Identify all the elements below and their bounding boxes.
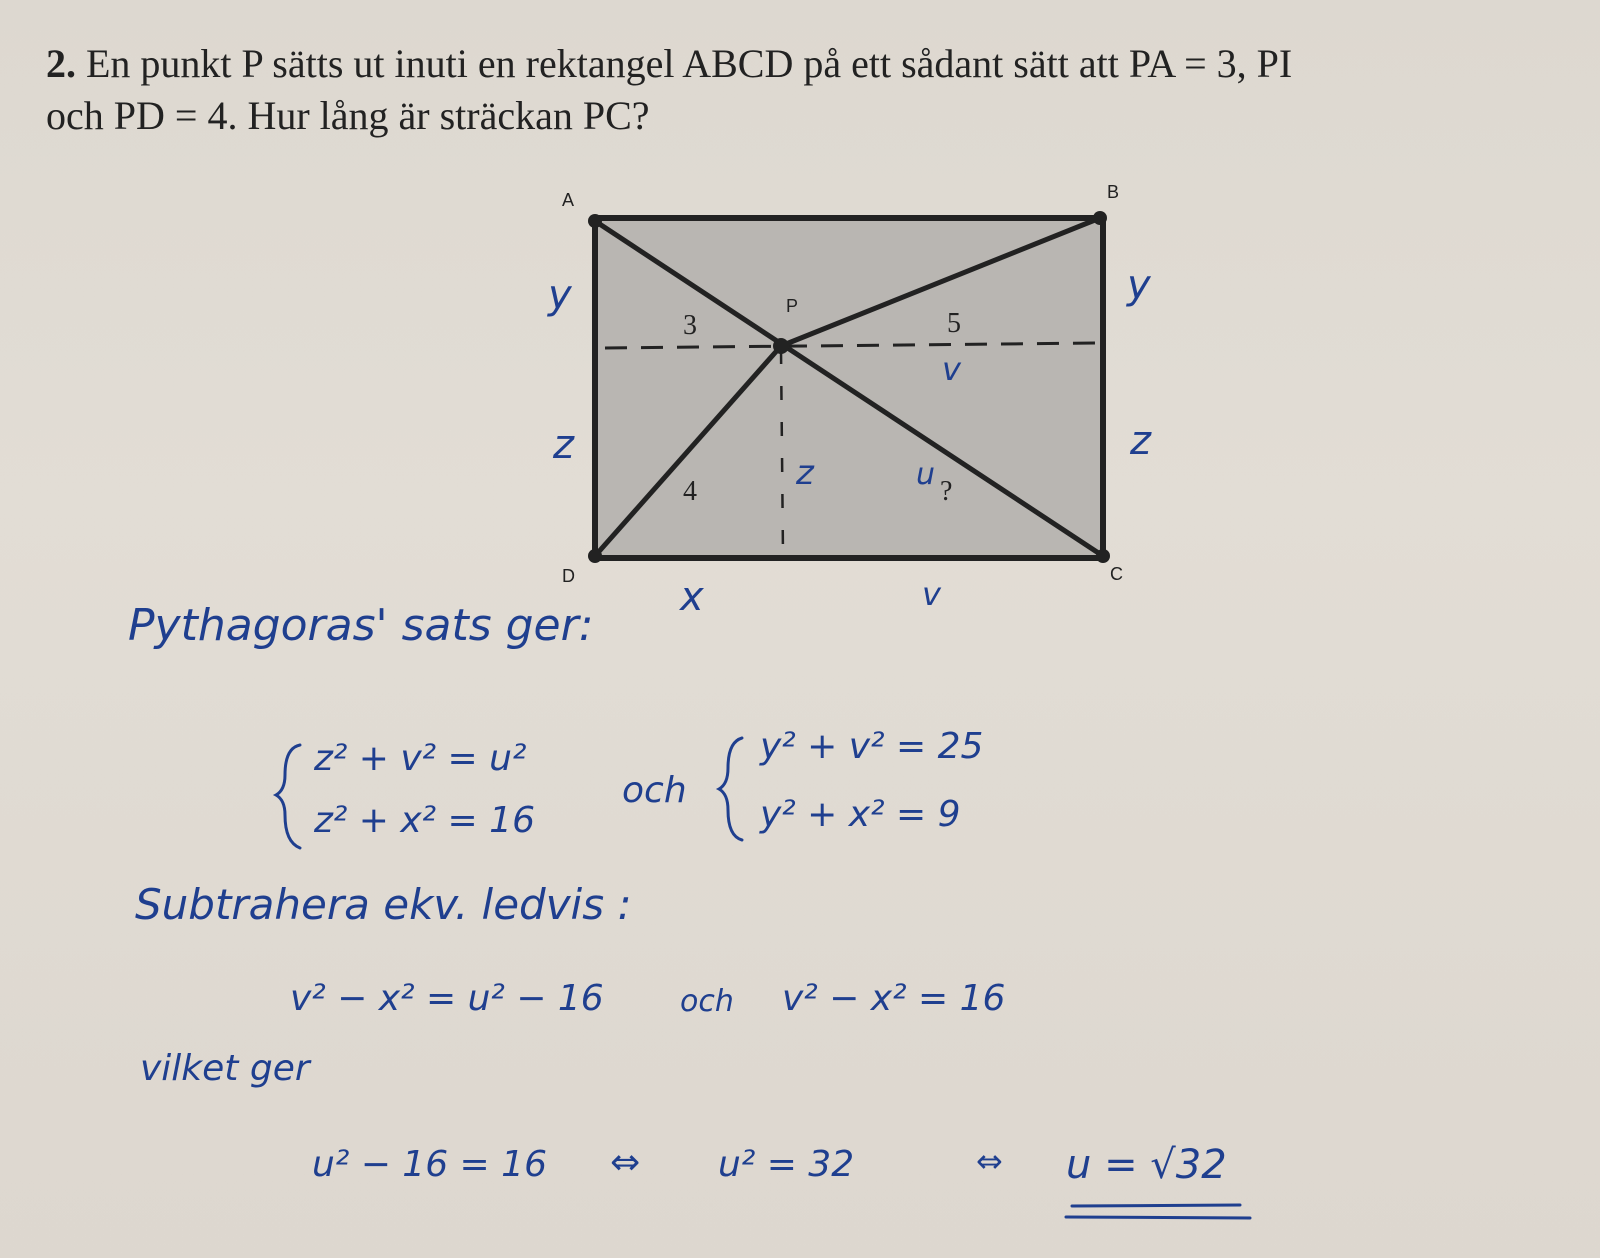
problem-line-2: och PD = 4. Hur lång är sträckan PC? — [46, 93, 650, 138]
point-b — [1093, 211, 1107, 225]
vilket-ger: vilket ger — [140, 1048, 310, 1089]
och-2: och — [680, 984, 734, 1019]
label-b: B — [1107, 182, 1120, 202]
hand-z-dashed: z — [796, 453, 814, 493]
hand-z-right: z — [1130, 418, 1151, 464]
hand-z-left: z — [553, 422, 574, 468]
length-pc: ? — [940, 476, 953, 507]
diff-eq-2: v² − x² = 16 — [782, 978, 1006, 1019]
system1-eq2: z² + x² = 16 — [314, 800, 535, 841]
label-p: P — [786, 296, 799, 316]
point-p — [773, 338, 789, 354]
problem-text-1: En punkt P sätts ut inuti en rektangel ABCD på ett sådant sätt att PA = 3, PI — [86, 41, 1293, 86]
brace-system-2 — [719, 738, 742, 840]
hand-y-left: y — [548, 272, 572, 318]
label-c: C — [1110, 564, 1123, 584]
length-pa: 3 — [683, 310, 697, 341]
hand-v-dashed: v — [942, 350, 961, 388]
point-d — [588, 549, 602, 563]
label-d: D — [562, 566, 575, 586]
hand-x-bottom: x — [680, 574, 704, 620]
point-a — [588, 214, 602, 228]
hand-v-bottom: v — [922, 575, 941, 613]
system2-eq1: y² + v² = 25 — [760, 726, 984, 767]
answer-underline-1 — [1072, 1205, 1240, 1206]
solution-intro: Pythagoras' sats ger: — [128, 600, 594, 651]
length-pb: 5 — [947, 308, 961, 339]
answer: u = √32 — [1066, 1142, 1227, 1188]
system2-eq2: y² + x² = 9 — [760, 794, 961, 835]
iff-1: ⇔ — [610, 1142, 641, 1183]
subtract-text: Subtrahera ekv. ledvis : — [135, 880, 632, 929]
final-eq-2: u² = 32 — [718, 1144, 855, 1185]
system1-eq1: z² + v² = u² — [314, 738, 527, 779]
point-c — [1096, 549, 1110, 563]
final-eq-1: u² − 16 = 16 — [312, 1144, 547, 1185]
diff-eq-1: v² − x² = u² − 16 — [290, 978, 604, 1019]
label-a: A — [562, 190, 575, 210]
length-pd: 4 — [683, 476, 697, 507]
answer-underline-2 — [1066, 1217, 1250, 1218]
hand-u-pc: u — [916, 457, 936, 492]
hand-y-right: y — [1127, 262, 1151, 308]
brace-system-1 — [276, 745, 300, 848]
problem-number: 2. — [46, 41, 76, 86]
iff-2: ⇔ — [976, 1142, 1003, 1180]
och-1: och — [622, 770, 687, 811]
